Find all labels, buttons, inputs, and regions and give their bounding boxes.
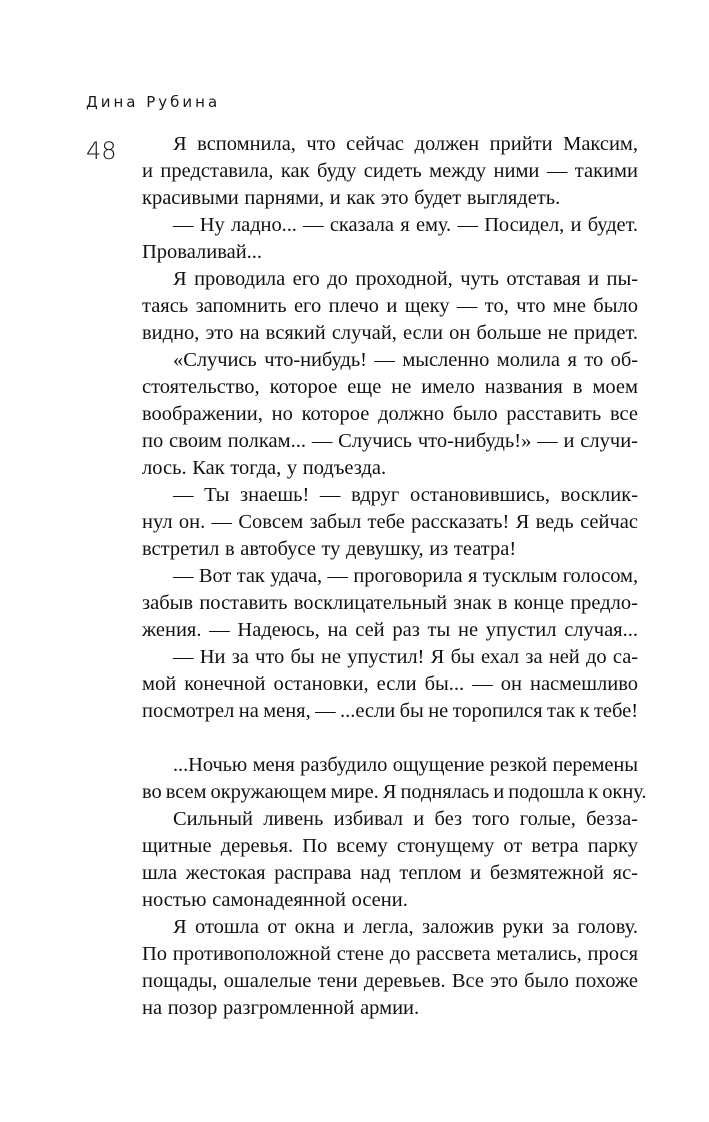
text-line: и представила, как буду сидеть между ними — такими	[142, 160, 638, 182]
page-number: 48	[86, 137, 117, 165]
text-line: посмотрел на меня, — ...если бы не торопился так к тебе!	[142, 700, 638, 722]
text-line: на позор разгромленной армии.	[142, 997, 420, 1019]
body-text	[142, 131, 647, 1022]
section-break	[142, 725, 638, 752]
text-line: Проваливай...	[142, 241, 263, 263]
paragraph	[142, 644, 638, 725]
text-line: забыв поставить восклицательный знак в конце предло-	[142, 592, 638, 614]
text-line: — Вот так удача, — проговорила я тусклым голосом,	[173, 565, 638, 587]
text-line: жения. — Надеюсь, на сей раз ты не упустил случая...	[142, 619, 638, 641]
text-line: Я проводила его до проходной, чуть отставая и пы-	[173, 268, 638, 290]
paragraph	[142, 563, 638, 644]
text-line: Я вспомнила, что сейчас должен прийти Максим,	[173, 133, 638, 155]
running-head-author: Дина Рубина	[86, 93, 221, 111]
paragraph	[142, 131, 638, 212]
paragraph	[142, 482, 638, 563]
text-line: видно, это на всякий случай, если он больше не придет.	[142, 322, 638, 344]
text-line: по своим полкам... — Случись что-нибудь!» — и случи-	[142, 430, 638, 452]
text-line: красивыми парнями, и как это будет выглядеть.	[142, 187, 561, 209]
text-line: «Случись что-нибудь! — мысленно молила я то об-	[173, 349, 638, 371]
text-line: мой конечной остановки, если бы... — он насмешливо	[142, 673, 638, 695]
text-line: встретил в автобусе ту девушку, из театра!	[142, 538, 517, 560]
text-line: воображении, но которое должно было расставить все	[142, 403, 638, 425]
text-line: Я отошла от окна и легла, заложив руки за голову.	[173, 916, 638, 938]
text-line: стоятельство, которое еще не имело названия в моем	[142, 376, 638, 398]
paragraph	[142, 266, 638, 347]
text-line: — Ну ладно... — сказала я ему. — Посидел, и будет.	[173, 214, 638, 236]
text-line: во всем окружающем мире. Я поднялась и подошла к окну.	[142, 781, 647, 803]
text-line: шла жестокая расправа над теплом и безмятежной яс-	[142, 862, 638, 884]
text-line: таясь запомнить его плечо и щеку — то, что мне было	[142, 295, 638, 317]
text-line: Сильный ливень избивал и без того голые, безза-	[173, 808, 638, 830]
text-line: ностью самонадеянной осени.	[142, 889, 408, 911]
text-line: — Ты знаешь! — вдруг остановившись, восклик-	[173, 484, 638, 506]
text-line: По противоположной стене до рассвета метались, прося	[142, 943, 638, 965]
paragraph	[142, 752, 647, 806]
text-line: — Ни за что бы не упустил! Я бы ехал за ней до са-	[173, 646, 638, 668]
paragraph	[142, 914, 638, 1022]
text-line: пощады, ошалелые тени деревьев. Все это было похоже	[142, 970, 638, 992]
text-line: лось. Как тогда, у подъезда.	[142, 457, 387, 479]
paragraph	[142, 347, 638, 482]
text-line: ...Ночью меня разбудило ощущение резкой перемены	[173, 754, 638, 776]
text-line: щитные деревья. По всему стонущему от ветра парку	[142, 835, 638, 857]
paragraph	[142, 212, 638, 266]
text-line: нул он. — Совсем забыл тебе рассказать! Я ведь сейчас	[142, 511, 638, 533]
paragraph	[142, 806, 638, 914]
